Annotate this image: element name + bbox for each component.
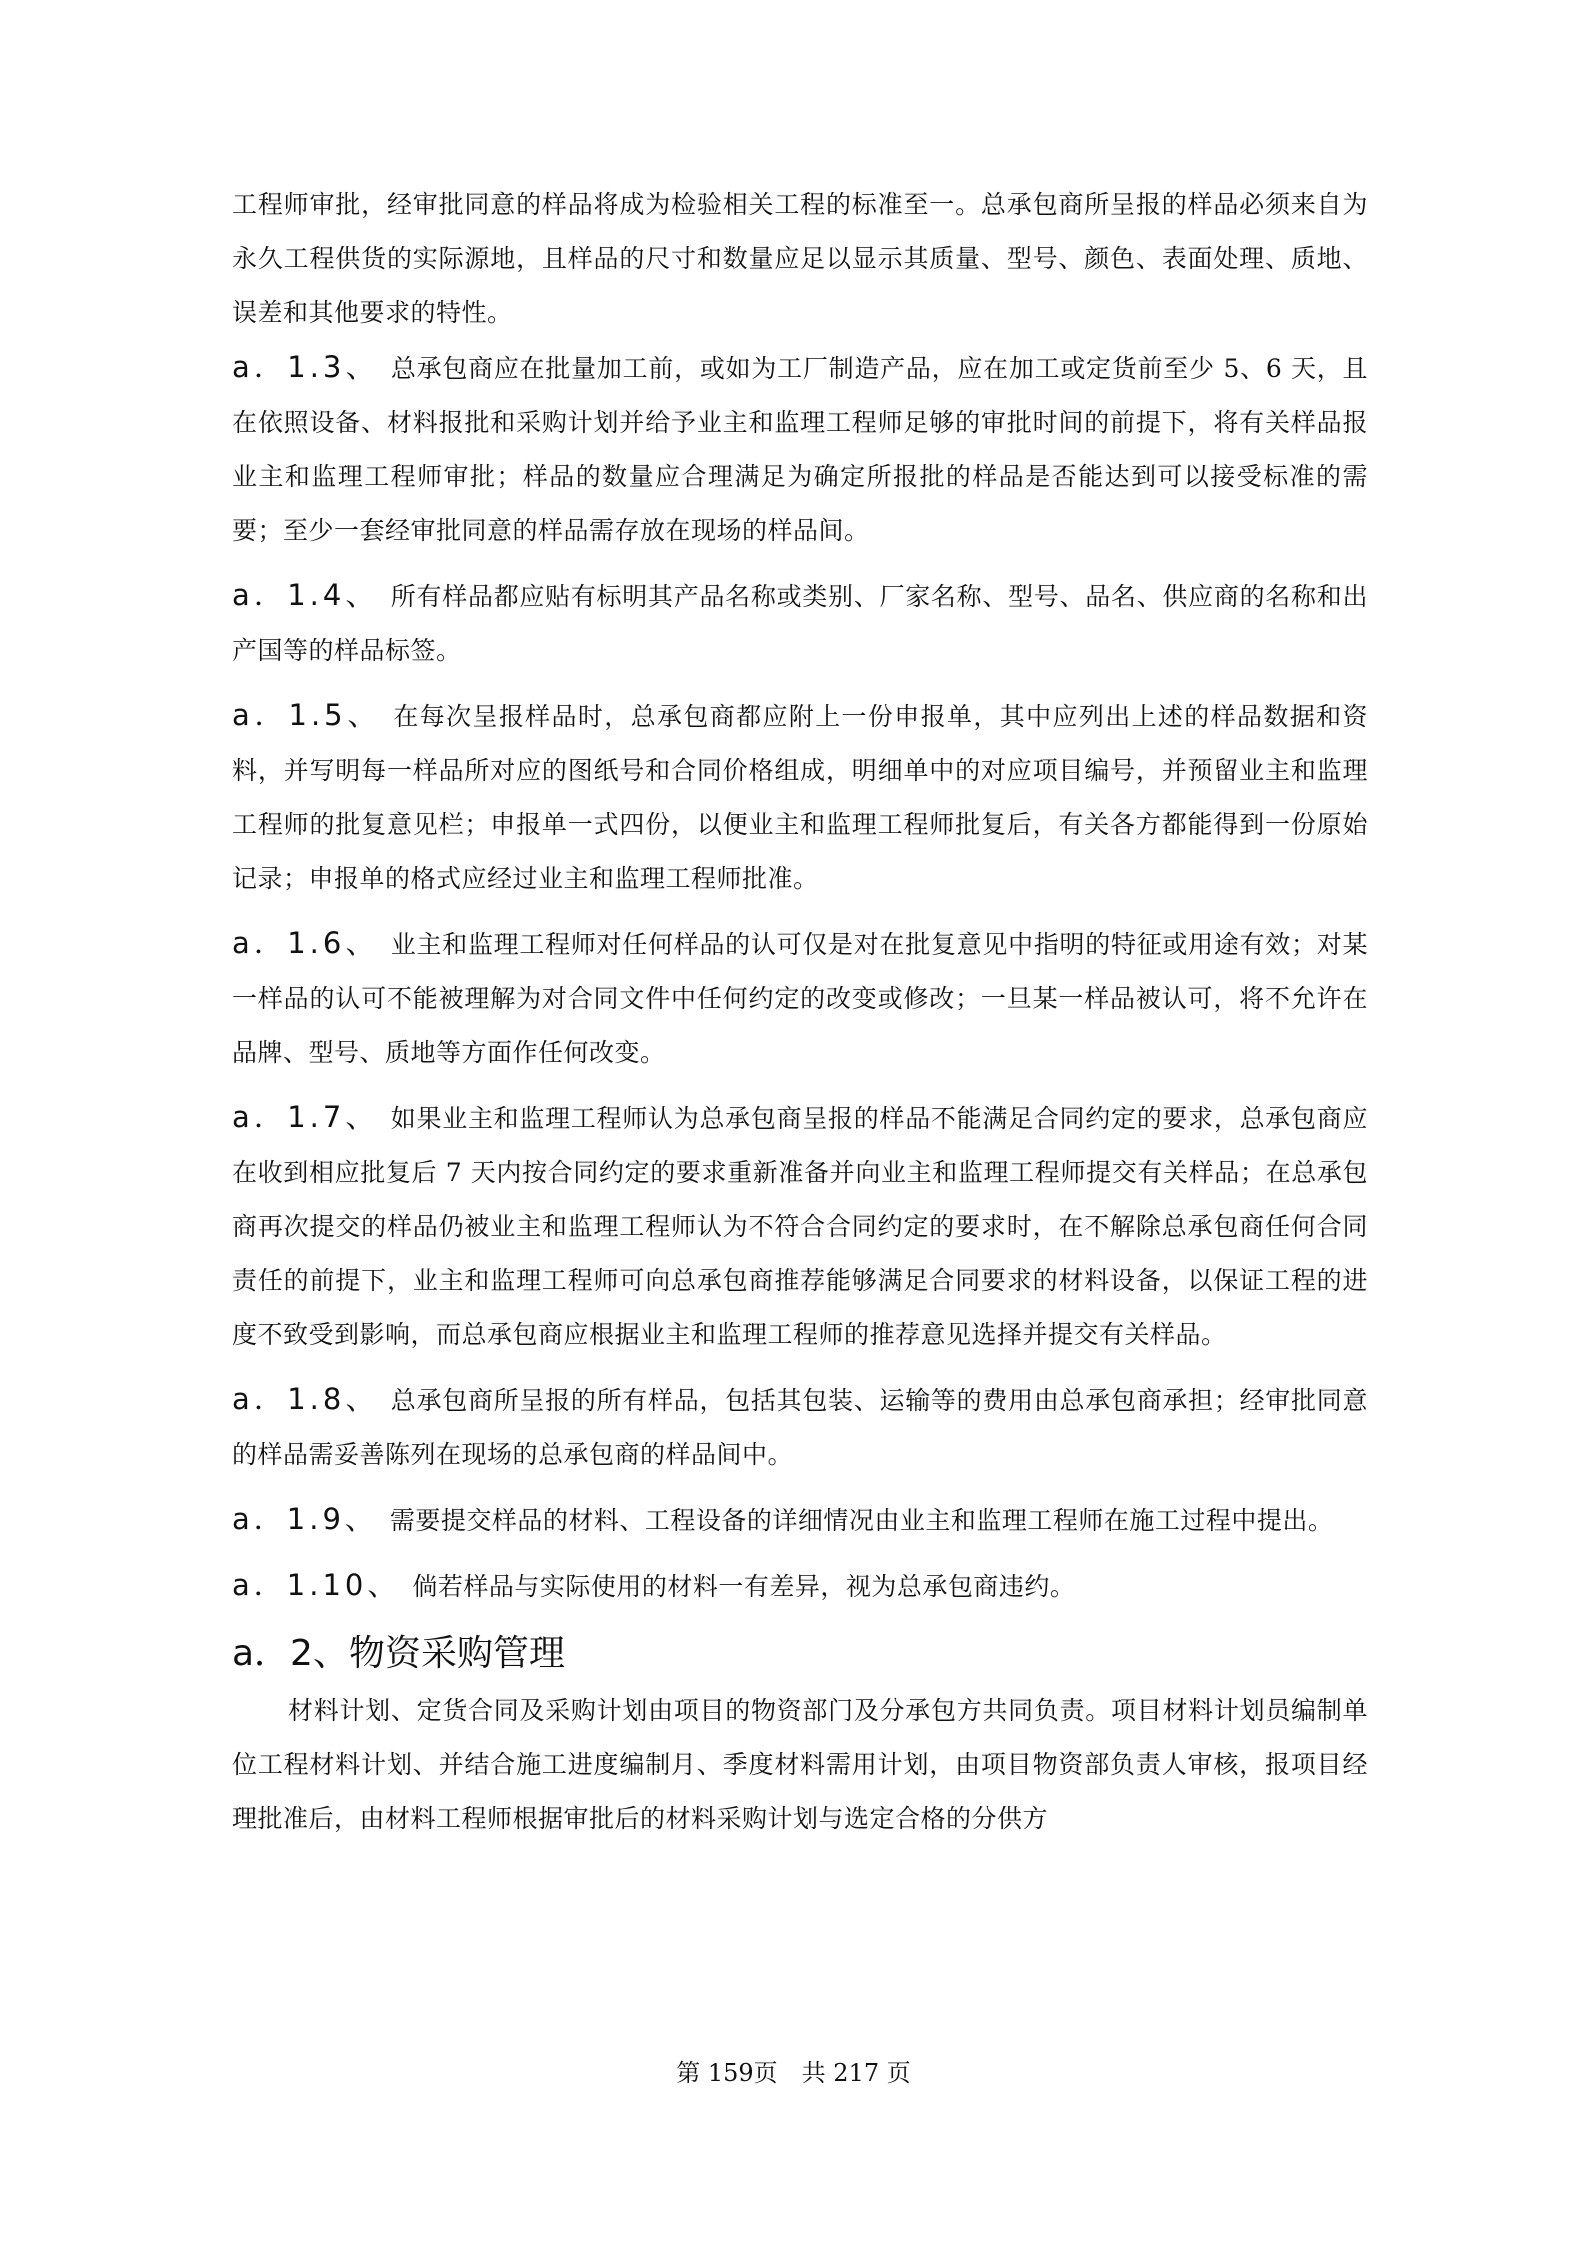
list-item — [232, 1372, 1368, 1482]
item-text: 总承包商应在批量加工前，或如为工厂制造产品，应在加工或定货前至少 5、6 天，且在依照设备、材料报批和采购计划并给予业主和监理工程师足够的审批时间的前提下，将有关样品报业主和监理工程师审批；样品的数量应合理满足为确定所报批的样品是否能达到可以接受标准的需要；至少一套经审批同意的样品需存放在现场的样品间。 — [232, 354, 1368, 545]
item-number: a．1.10、 — [232, 1568, 401, 1602]
item-text: 需要提交样品的材料、工程设备的详细情况由业主和监理工程师在施工过程中提出。 — [389, 1506, 1334, 1535]
item-number: a．1.3、 — [232, 350, 379, 384]
list-item — [232, 1090, 1368, 1362]
list-item — [232, 688, 1368, 906]
intro-paragraph: 工程师审批，经审批同意的样品将成为检验相关工程的标准至一。总承包商所呈报的样品必须来自为永久工程供货的实际源地，且样品的尺寸和数量应足以显示其质量、型号、颜色、表面处理、质地、误差和其他要求的特性。 — [232, 190, 1368, 327]
item-number: a．1.9、 — [232, 1502, 378, 1536]
page-footer: 第 159页 共 217 页 — [676, 2059, 911, 2087]
list-item — [232, 568, 1368, 678]
item-number: a．1.7、 — [232, 1100, 379, 1134]
item-number: a．1.4、 — [232, 578, 379, 612]
list-item — [232, 916, 1368, 1080]
list-item — [232, 1492, 1368, 1548]
list-item — [232, 340, 1368, 558]
item-text: 如果业主和监理工程师认为总承包商呈报的样品不能满足合同约定的要求，总承包商应在收到相应批复后 7 天内按合同约定的要求重新准备并向业主和监理工程师提交有关样品；在总承包商再次提交的样品仍被业主和监理工程师认为不符合合同约定的要求时，在不解除总承包商任何合同责任的前提下，业主和监理工程师可向总承包商推荐能够满足合同要求的材料设备，以保证工程的进度不致受到影响，而总承包商应根据业主和监理工程师的推荐意见选择并提交有关样品。 — [232, 1104, 1368, 1349]
document-page — [232, 178, 1368, 1846]
list-item — [232, 1558, 1368, 1614]
section-heading: a．2、物资采购管理 — [232, 1633, 565, 1674]
item-text: 在每次呈报样品时，总承包商都应附上一份申报单，其中应列出上述的样品数据和资料，并写明每一样品所对应的图纸号和合同价格组成，明细单中的对应项目编号，并预留业主和监理工程师的批复意见栏；申报单一式四份，以便业主和监理工程师批复后，有关各方都能得到一份原始记录；申报单的格式应经过业主和监理工程师批准。 — [232, 702, 1368, 893]
item-text: 业主和监理工程师对任何样品的认可仅是对在批复意见中指明的特征或用途有效；对某一样品的认可不能被理解为对合同文件中任何约定的改变或修改；一旦某一样品被认可，将不允许在品牌、型号、质地等方面作任何改变。 — [232, 930, 1368, 1067]
item-text: 所有样品都应贴有标明其产品名称或类别、厂家名称、型号、品名、供应商的名称和出产国等的样品标签。 — [232, 582, 1368, 665]
section-paragraph: 材料计划、定货合同及采购计划由项目的物资部门及分承包方共同负责。项目材料计划员编制单位工程材料计划、并结合施工进度编制月、季度材料需用计划，由项目物资部负责人审核，报项目经理批准后，由材料工程师根据审批后的材料采购计划与选定合格的分供方 — [232, 1696, 1368, 1833]
item-text: 倘若样品与实际使用的材料一有差异，视为总承包商违约。 — [412, 1572, 1076, 1601]
item-text: 总承包商所呈报的所有样品，包括其包装、运输等的费用由总承包商承担；经审批同意的样品需妥善陈列在现场的总承包商的样品间中。 — [232, 1386, 1368, 1469]
item-number: a．1.6、 — [232, 926, 379, 960]
item-number: a．1.5、 — [232, 698, 382, 732]
item-number: a．1.8、 — [232, 1382, 379, 1416]
